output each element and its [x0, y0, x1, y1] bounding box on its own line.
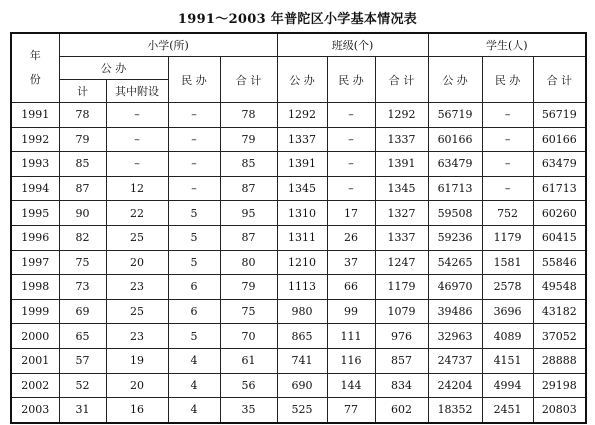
cell-year: 1992: [11, 127, 59, 152]
cell-s_pub: 73: [59, 275, 106, 300]
year-header: 年份: [29, 49, 41, 86]
cell-st_priv: 3696: [482, 299, 533, 324]
cell-c_priv: 144: [327, 373, 375, 398]
cell-s_priv: –: [168, 176, 220, 201]
cell-year: 1996: [11, 225, 59, 250]
cell-s_att: 25: [106, 299, 168, 324]
cell-year: 1993: [11, 152, 59, 177]
student-header: 学生(人): [428, 33, 586, 57]
school-public-header: 公 办: [59, 57, 168, 80]
table-body: [11, 103, 586, 423]
cell-s_pub: 87: [59, 176, 106, 201]
cell-s_att: 16: [106, 398, 168, 423]
cell-s_pub: 78: [59, 103, 106, 128]
cell-c_tot: 1327: [375, 201, 428, 226]
cell-c_priv: 37: [327, 250, 375, 275]
cell-s_pub: 79: [59, 127, 106, 152]
cell-c_priv: 99: [327, 299, 375, 324]
cell-s_priv: 5: [168, 324, 220, 349]
cell-c_pub: 1292: [277, 103, 327, 128]
cell-st_tot: 37052: [533, 324, 586, 349]
cell-st_priv: 4151: [482, 348, 533, 373]
student-total-header: 合 计: [533, 57, 586, 103]
cell-c_pub: 1113: [277, 275, 327, 300]
cell-st_priv: –: [482, 152, 533, 177]
cell-st_pub: 59508: [428, 201, 482, 226]
cell-s_priv: 5: [168, 250, 220, 275]
cell-c_pub: 741: [277, 348, 327, 373]
cell-s_priv: 4: [168, 373, 220, 398]
cell-s_priv: 6: [168, 299, 220, 324]
cell-s_tot: 85: [220, 152, 277, 177]
cell-st_pub: 59236: [428, 225, 482, 250]
cell-s_pub: 90: [59, 201, 106, 226]
cell-c_pub: 1310: [277, 201, 327, 226]
cell-c_tot: 834: [375, 373, 428, 398]
student-private-header: 民 办: [482, 57, 533, 103]
cell-c_priv: 17: [327, 201, 375, 226]
cell-s_tot: 70: [220, 324, 277, 349]
cell-c_pub: 1210: [277, 250, 327, 275]
cell-s_tot: 95: [220, 201, 277, 226]
cell-c_tot: 1292: [375, 103, 428, 128]
cell-c_tot: 1179: [375, 275, 428, 300]
cell-st_priv: –: [482, 103, 533, 128]
cell-c_priv: –: [327, 176, 375, 201]
cell-s_tot: 35: [220, 398, 277, 423]
cell-s_tot: 79: [220, 127, 277, 152]
cell-c_priv: –: [327, 152, 375, 177]
cell-c_pub: 1311: [277, 225, 327, 250]
cell-year: 1994: [11, 176, 59, 201]
cell-st_pub: 46970: [428, 275, 482, 300]
table-row: [11, 324, 586, 349]
school-header: 小学(所): [59, 33, 277, 57]
cell-st_priv: 1581: [482, 250, 533, 275]
cell-s_tot: 87: [220, 176, 277, 201]
cell-st_tot: 60166: [533, 127, 586, 152]
table-row: [11, 225, 586, 250]
cell-s_tot: 80: [220, 250, 277, 275]
cell-st_tot: 60260: [533, 201, 586, 226]
cell-st_pub: 39486: [428, 299, 482, 324]
cell-s_att: 22: [106, 201, 168, 226]
cell-s_priv: –: [168, 152, 220, 177]
class-private-header: 民 办: [327, 57, 375, 103]
cell-c_priv: 26: [327, 225, 375, 250]
cell-st_priv: 752: [482, 201, 533, 226]
school-total-header: 合 计: [220, 57, 277, 103]
cell-c_pub: 525: [277, 398, 327, 423]
school-public-attached-header: 其中附设: [106, 80, 168, 103]
cell-st_tot: 55846: [533, 250, 586, 275]
table-row: [11, 275, 586, 300]
cell-c_tot: 1247: [375, 250, 428, 275]
cell-year: 2000: [11, 324, 59, 349]
cell-st_pub: 61713: [428, 176, 482, 201]
student-public-header: 公 办: [428, 57, 482, 103]
cell-s_tot: 78: [220, 103, 277, 128]
cell-s_pub: 52: [59, 373, 106, 398]
cell-s_att: –: [106, 127, 168, 152]
cell-s_pub: 69: [59, 299, 106, 324]
cell-s_att: 20: [106, 250, 168, 275]
cell-s_pub: 57: [59, 348, 106, 373]
cell-year: 1998: [11, 275, 59, 300]
cell-st_priv: –: [482, 127, 533, 152]
cell-s_pub: 85: [59, 152, 106, 177]
cell-st_pub: 56719: [428, 103, 482, 128]
cell-st_pub: 54265: [428, 250, 482, 275]
cell-st_pub: 63479: [428, 152, 482, 177]
cell-c_priv: 66: [327, 275, 375, 300]
cell-c_priv: 111: [327, 324, 375, 349]
cell-c_priv: 116: [327, 348, 375, 373]
table-row: [11, 152, 586, 177]
stats-table: [10, 32, 587, 424]
cell-c_tot: 976: [375, 324, 428, 349]
cell-s_att: –: [106, 103, 168, 128]
cell-c_tot: 857: [375, 348, 428, 373]
cell-s_att: 23: [106, 275, 168, 300]
cell-s_pub: 31: [59, 398, 106, 423]
cell-st_pub: 18352: [428, 398, 482, 423]
cell-c_pub: 865: [277, 324, 327, 349]
class-total-header: 合 计: [375, 57, 428, 103]
cell-s_att: –: [106, 152, 168, 177]
cell-st_pub: 24737: [428, 348, 482, 373]
cell-st_tot: 43182: [533, 299, 586, 324]
table-row: [11, 201, 586, 226]
school-public-total-header: 计: [59, 80, 106, 103]
class-public-header: 公 办: [277, 57, 327, 103]
table-row: [11, 103, 586, 128]
cell-st_tot: 28888: [533, 348, 586, 373]
cell-s_tot: 56: [220, 373, 277, 398]
cell-s_att: 25: [106, 225, 168, 250]
cell-year: 2002: [11, 373, 59, 398]
cell-st_pub: 32963: [428, 324, 482, 349]
cell-c_pub: 980: [277, 299, 327, 324]
cell-s_att: 20: [106, 373, 168, 398]
cell-st_tot: 56719: [533, 103, 586, 128]
cell-year: 2003: [11, 398, 59, 423]
cell-c_tot: 1345: [375, 176, 428, 201]
cell-s_priv: 5: [168, 201, 220, 226]
cell-year: 1997: [11, 250, 59, 275]
cell-s_priv: 4: [168, 348, 220, 373]
table-title: 1991～2003 年普陀区小学基本情况表: [177, 12, 418, 27]
cell-c_tot: 1391: [375, 152, 428, 177]
cell-c_tot: 1079: [375, 299, 428, 324]
cell-st_priv: 2451: [482, 398, 533, 423]
cell-s_att: 23: [106, 324, 168, 349]
cell-st_tot: 20803: [533, 398, 586, 423]
cell-st_priv: 1179: [482, 225, 533, 250]
cell-year: 1991: [11, 103, 59, 128]
cell-st_priv: 4994: [482, 373, 533, 398]
cell-c_pub: 1337: [277, 127, 327, 152]
cell-c_pub: 1345: [277, 176, 327, 201]
table-row: [11, 348, 586, 373]
cell-s_pub: 65: [59, 324, 106, 349]
cell-st_tot: 60415: [533, 225, 586, 250]
table-row: [11, 127, 586, 152]
cell-s_priv: –: [168, 127, 220, 152]
cell-c_priv: 77: [327, 398, 375, 423]
table-row: [11, 250, 586, 275]
cell-c_priv: –: [327, 103, 375, 128]
cell-s_tot: 79: [220, 275, 277, 300]
cell-st_tot: 63479: [533, 152, 586, 177]
cell-s_pub: 82: [59, 225, 106, 250]
table-row: [11, 373, 586, 398]
table-row: [11, 176, 586, 201]
cell-c_pub: 1391: [277, 152, 327, 177]
cell-st_priv: –: [482, 176, 533, 201]
cell-year: 2001: [11, 348, 59, 373]
cell-st_pub: 60166: [428, 127, 482, 152]
cell-s_priv: –: [168, 103, 220, 128]
cell-st_tot: 49548: [533, 275, 586, 300]
cell-c_tot: 1337: [375, 127, 428, 152]
cell-s_att: 19: [106, 348, 168, 373]
cell-s_pub: 75: [59, 250, 106, 275]
table-row: [11, 398, 586, 423]
table-row: [11, 299, 586, 324]
cell-st_tot: 61713: [533, 176, 586, 201]
school-private-header: 民 办: [168, 57, 220, 103]
cell-s_tot: 87: [220, 225, 277, 250]
cell-s_tot: 75: [220, 299, 277, 324]
cell-year: 1995: [11, 201, 59, 226]
cell-s_tot: 61: [220, 348, 277, 373]
cell-s_priv: 6: [168, 275, 220, 300]
cell-s_priv: 4: [168, 398, 220, 423]
cell-c_pub: 690: [277, 373, 327, 398]
cell-st_tot: 29198: [533, 373, 586, 398]
cell-st_priv: 2578: [482, 275, 533, 300]
cell-c_priv: –: [327, 127, 375, 152]
cell-s_priv: 5: [168, 225, 220, 250]
cell-st_priv: 4089: [482, 324, 533, 349]
cell-st_pub: 24204: [428, 373, 482, 398]
class-header: 班级(个): [277, 33, 428, 57]
year-header-cell: [11, 33, 59, 103]
cell-c_tot: 1337: [375, 225, 428, 250]
cell-year: 1999: [11, 299, 59, 324]
cell-c_tot: 602: [375, 398, 428, 423]
cell-s_att: 12: [106, 176, 168, 201]
